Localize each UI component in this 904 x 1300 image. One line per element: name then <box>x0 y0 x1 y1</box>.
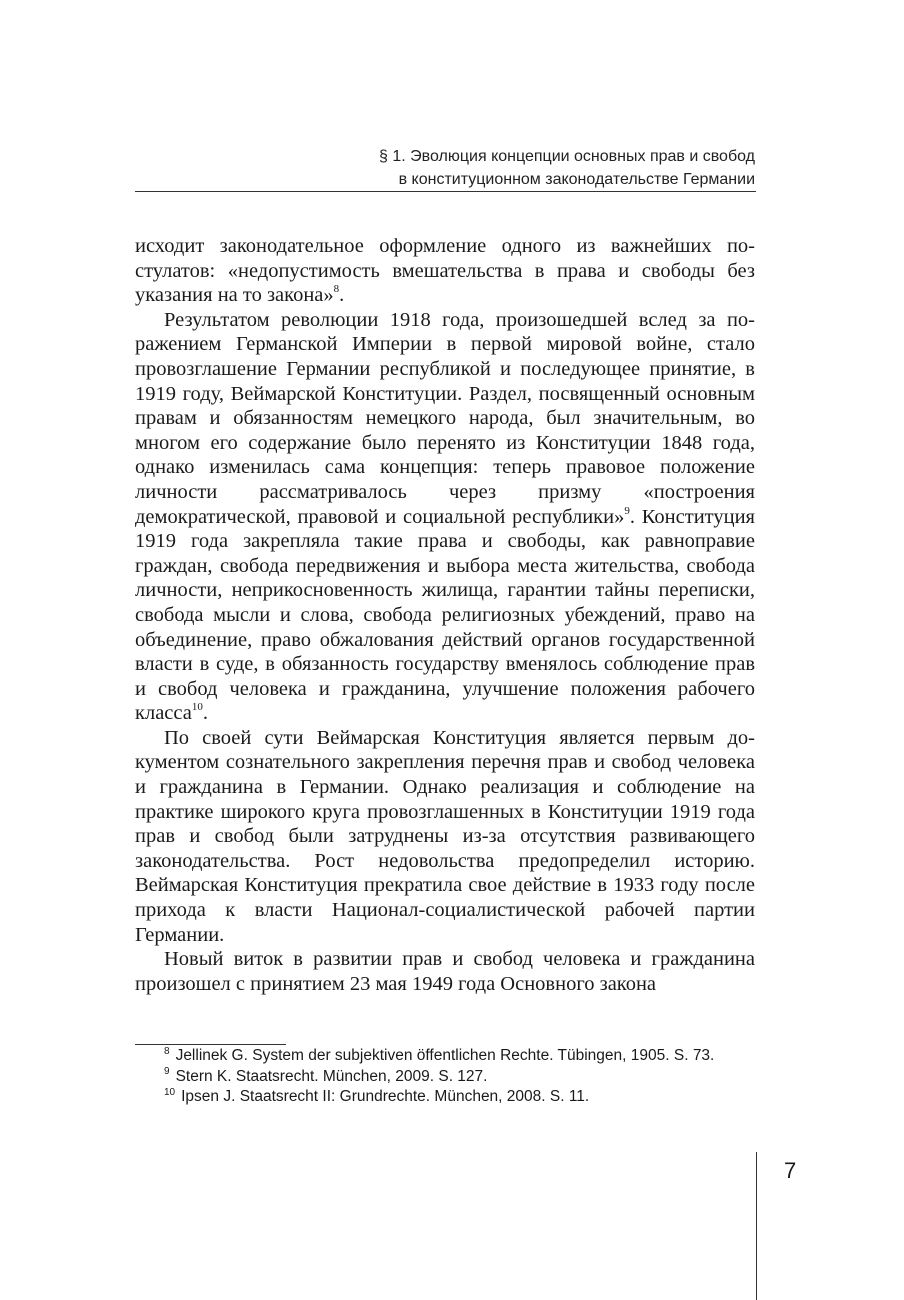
paragraph-2 <box>135 308 755 726</box>
footnote-number: 9 <box>164 1066 170 1078</box>
paragraph-1 <box>135 234 755 308</box>
page-number: 7 <box>784 1158 797 1183</box>
running-head <box>135 145 755 191</box>
footnotes <box>135 1046 755 1108</box>
footnote-ref-8: 8 <box>333 283 340 296</box>
paragraph-3: По своей сути Веймарская Конституция является первым документом сознательного закрепления перечня прав и свобод человека и гражданина в Германии. Однако реализация и соблюдение на практике широкого круга провозглашенных в Конституции 1919 года прав и свобод были затруднены из-за отсутствия развивающего законодательства. Рост недовольства предопределил историю. Веймарская Конституция прекратила свое действие в 1933 году после прихода к власти Национал-социалистической рабочей партии Германии. <box>135 726 755 946</box>
footnote-text: Stern K. Staatsrecht. München, 2009. S. 127. <box>175 1067 488 1085</box>
footnote-rule <box>135 1044 286 1045</box>
footnote-text: Jellinek G. System der subjektiven öffentlichen Rechte. Tübingen, 1905. S. 73. <box>175 1047 715 1064</box>
paragraph-2-tail: . Конституция 1919 года закрепляла такие права и свободы, как равноправие граждан, свобода передвижения и выбора места жительства, свобода личности, неприкосновенность жилища, гарантии тайны переписки, свобода мысли и слова, свобода религиозных убеждений, право на объединение, право обжалования действий органов государственной власти в суде, в обязанность государству вменялось соблюдение прав и свобод человека и гражданина, улучшение положения рабочего класса <box>135 505 755 725</box>
paragraph-4: Новый виток в развитии прав и свобод человека и гражданина произошел с принятием 23 мая 1949 года Основного закона <box>135 948 755 995</box>
header-rule <box>135 191 756 192</box>
paragraph-1-text: исходит законодательное оформление одного из важнейших постулатов: «недопустимость вмешательства в права и свободы без указания на то закона» <box>135 235 755 307</box>
paragraph-1-tail: . <box>339 284 345 307</box>
footnote-8 <box>135 1046 755 1067</box>
footnote-ref-9: 9 <box>624 504 630 517</box>
footnote-9 <box>135 1067 755 1088</box>
footnote-10 <box>135 1087 755 1108</box>
paragraph-2-text: Результатом революции 1918 года, произошедшей вслед за поражением Германской Империи в первой мировой войне, стало провозглашение Германии республикой и последующее принятие, в 1919 году, Веймарской Конституции. Раздел, посвященный основным правам и обязанностям немецкого народа, был значительным, во многом его содержание было перенято из Конституции 1848 года, однако изменилась сама концепция: теперь правовое положение личности рассматривалось через призму «построения демократической, правовой и социальной республики» <box>135 308 755 528</box>
running-head-line-2: в конституционном законодательстве Германии <box>398 171 755 188</box>
margin-rule <box>756 1152 757 1300</box>
footnote-text: Ipsen J. Staatsrecht II: Grundrechte. München, 2008. S. 11. <box>181 1088 590 1105</box>
footnote-number: 10 <box>164 1086 176 1098</box>
footnote-number: 8 <box>164 1045 170 1057</box>
footnote-ref-10: 10 <box>191 701 203 714</box>
body-text <box>135 234 755 996</box>
paragraph-2-tail-2: . <box>202 702 208 725</box>
running-head-line-1: § 1. Эволюция концепции основных прав и свобод <box>379 148 755 165</box>
